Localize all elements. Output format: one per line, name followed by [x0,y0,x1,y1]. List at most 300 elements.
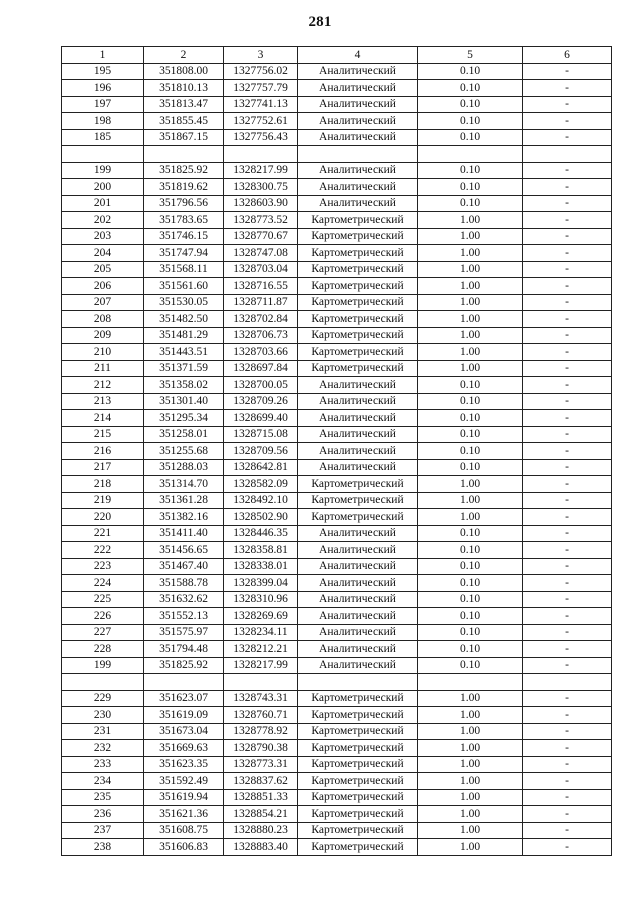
x-coordinate-cell: 351606.83 [144,839,224,856]
method-cell: Картометрический [298,476,418,493]
table-row [62,426,612,443]
x-coordinate-cell: 351314.70 [144,476,224,493]
point-number-cell: 213 [62,393,144,410]
table-row [62,476,612,493]
point-number-cell: 224 [62,575,144,592]
table-row [62,228,612,245]
y-coordinate-cell: 1328709.26 [224,393,298,410]
x-coordinate-cell: 351867.15 [144,129,224,146]
y-coordinate-cell: 1327757.79 [224,80,298,97]
note-cell: - [523,641,612,658]
x-coordinate-cell: 351810.13 [144,80,224,97]
table-row [62,162,612,179]
y-coordinate-cell: 1328773.52 [224,212,298,229]
header-col-6: 6 [523,47,612,64]
y-coordinate-cell: 1327741.13 [224,96,298,113]
note-cell: - [523,542,612,559]
x-coordinate-cell: 351456.65 [144,542,224,559]
table-row [62,63,612,80]
note-cell: - [523,245,612,262]
note-cell: - [523,80,612,97]
note-cell: - [523,509,612,526]
method-cell: Картометрический [298,806,418,823]
y-coordinate-cell: 1328778.92 [224,723,298,740]
table-row [62,360,612,377]
point-number-cell: 234 [62,773,144,790]
x-coordinate-cell: 351482.50 [144,311,224,328]
method-cell: Картометрический [298,723,418,740]
note-cell: - [523,377,612,394]
note-cell: - [523,839,612,856]
point-number-cell: 207 [62,294,144,311]
note-cell: - [523,294,612,311]
accuracy-cell: 1.00 [418,476,523,493]
point-number-cell: 211 [62,360,144,377]
table-row [62,591,612,608]
accuracy-cell: 0.10 [418,96,523,113]
y-coordinate-cell: 1328790.38 [224,740,298,757]
y-coordinate-cell: 1328699.40 [224,410,298,427]
table-row [62,443,612,460]
header-col-1: 1 [62,47,144,64]
accuracy-cell: 0.10 [418,443,523,460]
table-row [62,723,612,740]
table-row [62,756,612,773]
x-coordinate-cell: 351588.78 [144,575,224,592]
method-cell: Картометрический [298,344,418,361]
note-cell: - [523,591,612,608]
accuracy-cell: 0.10 [418,179,523,196]
point-number-cell: 201 [62,195,144,212]
table-row [62,377,612,394]
method-cell: Картометрический [298,311,418,328]
y-coordinate-cell: 1328883.40 [224,839,298,856]
y-coordinate-cell: 1328217.99 [224,657,298,674]
table-row [62,393,612,410]
x-coordinate-cell: 351575.97 [144,624,224,641]
point-number-cell: 227 [62,624,144,641]
accuracy-cell: 1.00 [418,311,523,328]
point-number-cell: 199 [62,657,144,674]
method-cell: Картометрический [298,822,418,839]
table-row [62,525,612,542]
table-row [62,278,612,295]
accuracy-cell: 1.00 [418,344,523,361]
note-cell: - [523,162,612,179]
accuracy-cell: 0.10 [418,129,523,146]
x-coordinate-cell: 351783.65 [144,212,224,229]
accuracy-cell: 1.00 [418,806,523,823]
method-cell: Картометрический [298,245,418,262]
header-col-5: 5 [418,47,523,64]
table-row [62,294,612,311]
header-row [62,47,612,64]
accuracy-cell: 0.10 [418,63,523,80]
note-cell: - [523,113,612,130]
accuracy-cell: 0.10 [418,624,523,641]
x-coordinate-cell: 351295.34 [144,410,224,427]
accuracy-cell: 0.10 [418,575,523,592]
x-coordinate-cell: 351825.92 [144,162,224,179]
table-row [62,96,612,113]
accuracy-cell: 1.00 [418,509,523,526]
note-cell: - [523,426,612,443]
y-coordinate-cell: 1328338.01 [224,558,298,575]
point-number-cell: 233 [62,756,144,773]
table-row [62,344,612,361]
method-cell: Картометрический [298,360,418,377]
note-cell: - [523,492,612,509]
method-cell: Аналитический [298,195,418,212]
method-cell: Аналитический [298,542,418,559]
note-cell: - [523,773,612,790]
point-number-cell: 204 [62,245,144,262]
table-row [62,740,612,757]
accuracy-cell: 1.00 [418,723,523,740]
table-row [62,195,612,212]
method-cell: Картометрический [298,492,418,509]
point-number-cell: 185 [62,129,144,146]
note-cell: - [523,327,612,344]
accuracy-cell: 0.10 [418,113,523,130]
table-header [62,47,612,64]
method-cell [298,146,418,163]
y-coordinate-cell: 1327756.02 [224,63,298,80]
note-cell: - [523,756,612,773]
y-coordinate-cell: 1328854.21 [224,806,298,823]
x-coordinate-cell: 351855.45 [144,113,224,130]
note-cell: - [523,690,612,707]
y-coordinate-cell [224,146,298,163]
note-cell: - [523,525,612,542]
accuracy-cell: 1.00 [418,789,523,806]
note-cell: - [523,657,612,674]
x-coordinate-cell: 351746.15 [144,228,224,245]
y-coordinate-cell: 1328880.23 [224,822,298,839]
y-coordinate-cell: 1328703.66 [224,344,298,361]
y-coordinate-cell: 1328716.55 [224,278,298,295]
note-cell: - [523,608,612,625]
point-number-cell: 212 [62,377,144,394]
x-coordinate-cell: 351568.11 [144,261,224,278]
method-cell: Аналитический [298,410,418,427]
x-coordinate-cell: 351301.40 [144,393,224,410]
method-cell: Аналитический [298,575,418,592]
point-number-cell: 203 [62,228,144,245]
accuracy-cell: 0.10 [418,377,523,394]
point-number-cell: 238 [62,839,144,856]
y-coordinate-cell: 1328502.90 [224,509,298,526]
note-cell: - [523,558,612,575]
point-number-cell: 221 [62,525,144,542]
point-number-cell: 205 [62,261,144,278]
point-number-cell [62,674,144,691]
table-row [62,773,612,790]
point-number-cell: 196 [62,80,144,97]
x-coordinate-cell: 351608.75 [144,822,224,839]
x-coordinate-cell: 351673.04 [144,723,224,740]
y-coordinate-cell: 1328743.31 [224,690,298,707]
accuracy-cell: 0.10 [418,195,523,212]
x-coordinate-cell: 351796.56 [144,195,224,212]
x-coordinate-cell [144,674,224,691]
point-number-cell [62,146,144,163]
point-number-cell: 230 [62,707,144,724]
point-number-cell: 223 [62,558,144,575]
accuracy-cell [418,146,523,163]
method-cell: Аналитический [298,393,418,410]
y-coordinate-cell: 1328310.96 [224,591,298,608]
table-row [62,212,612,229]
point-number-cell: 219 [62,492,144,509]
accuracy-cell: 0.10 [418,591,523,608]
note-cell: - [523,723,612,740]
point-number-cell: 209 [62,327,144,344]
table-row [62,509,612,526]
header-col-4: 4 [298,47,418,64]
note-cell: - [523,278,612,295]
accuracy-cell: 0.10 [418,393,523,410]
method-cell: Аналитический [298,162,418,179]
point-number-cell: 232 [62,740,144,757]
accuracy-cell: 0.10 [418,80,523,97]
y-coordinate-cell: 1328492.10 [224,492,298,509]
point-number-cell: 228 [62,641,144,658]
note-cell: - [523,360,612,377]
note-cell: - [523,789,612,806]
x-coordinate-cell: 351382.16 [144,509,224,526]
method-cell: Аналитический [298,443,418,460]
x-coordinate-cell: 351561.60 [144,278,224,295]
point-number-cell: 226 [62,608,144,625]
table-row [62,558,612,575]
method-cell: Картометрический [298,789,418,806]
accuracy-cell: 1.00 [418,212,523,229]
table-row [62,806,612,823]
accuracy-cell: 1.00 [418,690,523,707]
table-row [62,674,612,691]
accuracy-cell: 0.10 [418,525,523,542]
point-number-cell: 220 [62,509,144,526]
note-cell: - [523,344,612,361]
method-cell: Картометрический [298,261,418,278]
y-coordinate-cell: 1328747.08 [224,245,298,262]
note-cell: - [523,228,612,245]
accuracy-cell: 1.00 [418,756,523,773]
note-cell: - [523,410,612,427]
method-cell: Аналитический [298,179,418,196]
method-cell: Аналитический [298,591,418,608]
x-coordinate-cell: 351361.28 [144,492,224,509]
point-number-cell: 210 [62,344,144,361]
accuracy-cell [418,674,523,691]
note-cell: - [523,311,612,328]
note-cell: - [523,195,612,212]
y-coordinate-cell: 1328697.84 [224,360,298,377]
point-number-cell: 208 [62,311,144,328]
accuracy-cell: 0.10 [418,426,523,443]
y-coordinate-cell: 1328582.09 [224,476,298,493]
accuracy-cell: 0.10 [418,459,523,476]
method-cell: Картометрический [298,509,418,526]
method-cell: Аналитический [298,608,418,625]
method-cell: Картометрический [298,707,418,724]
point-number-cell: 222 [62,542,144,559]
method-cell: Картометрический [298,690,418,707]
method-cell: Аналитический [298,558,418,575]
note-cell: - [523,740,612,757]
method-cell: Аналитический [298,657,418,674]
x-coordinate-cell: 351255.68 [144,443,224,460]
table-row [62,245,612,262]
table-row [62,146,612,163]
note-cell: - [523,63,612,80]
table-row [62,839,612,856]
point-number-cell: 218 [62,476,144,493]
table-row [62,113,612,130]
x-coordinate-cell: 351747.94 [144,245,224,262]
accuracy-cell: 1.00 [418,261,523,278]
accuracy-cell: 0.10 [418,641,523,658]
point-number-cell: 197 [62,96,144,113]
method-cell: Картометрический [298,294,418,311]
x-coordinate-cell: 351632.62 [144,591,224,608]
note-cell: - [523,575,612,592]
point-number-cell: 199 [62,162,144,179]
table-row [62,822,612,839]
table-row [62,327,612,344]
x-coordinate-cell: 351481.29 [144,327,224,344]
method-cell: Аналитический [298,113,418,130]
y-coordinate-cell: 1328709.56 [224,443,298,460]
accuracy-cell: 1.00 [418,492,523,509]
point-number-cell: 235 [62,789,144,806]
note-cell: - [523,624,612,641]
method-cell: Картометрический [298,212,418,229]
x-coordinate-cell: 351808.00 [144,63,224,80]
method-cell: Картометрический [298,839,418,856]
table-row [62,80,612,97]
header-col-2: 2 [144,47,224,64]
y-coordinate-cell: 1328760.71 [224,707,298,724]
y-coordinate-cell: 1328700.05 [224,377,298,394]
point-number-cell: 229 [62,690,144,707]
accuracy-cell: 1.00 [418,822,523,839]
table-row [62,492,612,509]
page-number: 281 [308,14,332,30]
note-cell [523,146,612,163]
y-coordinate-cell: 1328399.04 [224,575,298,592]
accuracy-cell: 1.00 [418,294,523,311]
note-cell [523,674,612,691]
accuracy-cell: 0.10 [418,608,523,625]
y-coordinate-cell: 1328851.33 [224,789,298,806]
accuracy-cell: 1.00 [418,278,523,295]
point-number-cell: 214 [62,410,144,427]
table-row [62,542,612,559]
method-cell: Аналитический [298,129,418,146]
x-coordinate-cell: 351619.09 [144,707,224,724]
table-body [62,63,612,855]
table-row [62,179,612,196]
point-number-cell: 215 [62,426,144,443]
method-cell: Картометрический [298,228,418,245]
y-coordinate-cell: 1328703.04 [224,261,298,278]
point-number-cell: 202 [62,212,144,229]
note-cell: - [523,476,612,493]
accuracy-cell: 1.00 [418,327,523,344]
y-coordinate-cell [224,674,298,691]
header-col-3: 3 [224,47,298,64]
x-coordinate-cell: 351669.63 [144,740,224,757]
table-row [62,690,612,707]
x-coordinate-cell: 351552.13 [144,608,224,625]
point-number-cell: 206 [62,278,144,295]
y-coordinate-cell: 1328642.81 [224,459,298,476]
accuracy-cell: 0.10 [418,410,523,427]
note-cell: - [523,707,612,724]
method-cell: Аналитический [298,96,418,113]
y-coordinate-cell: 1328300.75 [224,179,298,196]
y-coordinate-cell: 1328837.62 [224,773,298,790]
table-row [62,129,612,146]
coordinates-table [61,46,612,856]
note-cell: - [523,443,612,460]
note-cell: - [523,96,612,113]
y-coordinate-cell: 1328706.73 [224,327,298,344]
y-coordinate-cell: 1328446.35 [224,525,298,542]
method-cell: Аналитический [298,426,418,443]
method-cell: Аналитический [298,641,418,658]
method-cell: Аналитический [298,525,418,542]
x-coordinate-cell: 351288.03 [144,459,224,476]
method-cell: Картометрический [298,278,418,295]
y-coordinate-cell: 1328212.21 [224,641,298,658]
table-row [62,575,612,592]
method-cell: Аналитический [298,63,418,80]
accuracy-cell: 1.00 [418,707,523,724]
table-row [62,707,612,724]
y-coordinate-cell: 1328773.31 [224,756,298,773]
y-coordinate-cell: 1328358.81 [224,542,298,559]
point-number-cell: 225 [62,591,144,608]
note-cell: - [523,179,612,196]
x-coordinate-cell: 351623.35 [144,756,224,773]
accuracy-cell: 1.00 [418,773,523,790]
point-number-cell: 200 [62,179,144,196]
accuracy-cell: 1.00 [418,360,523,377]
accuracy-cell: 0.10 [418,542,523,559]
y-coordinate-cell: 1328715.08 [224,426,298,443]
note-cell: - [523,261,612,278]
point-number-cell: 217 [62,459,144,476]
note-cell: - [523,212,612,229]
accuracy-cell: 0.10 [418,657,523,674]
y-coordinate-cell: 1328234.11 [224,624,298,641]
table-row [62,608,612,625]
method-cell: Картометрический [298,756,418,773]
x-coordinate-cell: 351794.48 [144,641,224,658]
y-coordinate-cell: 1328269.69 [224,608,298,625]
x-coordinate-cell: 351825.92 [144,657,224,674]
y-coordinate-cell: 1327756.43 [224,129,298,146]
table-row [62,459,612,476]
point-number-cell: 216 [62,443,144,460]
method-cell: Аналитический [298,459,418,476]
table-row [62,261,612,278]
y-coordinate-cell: 1327752.61 [224,113,298,130]
x-coordinate-cell: 351813.47 [144,96,224,113]
